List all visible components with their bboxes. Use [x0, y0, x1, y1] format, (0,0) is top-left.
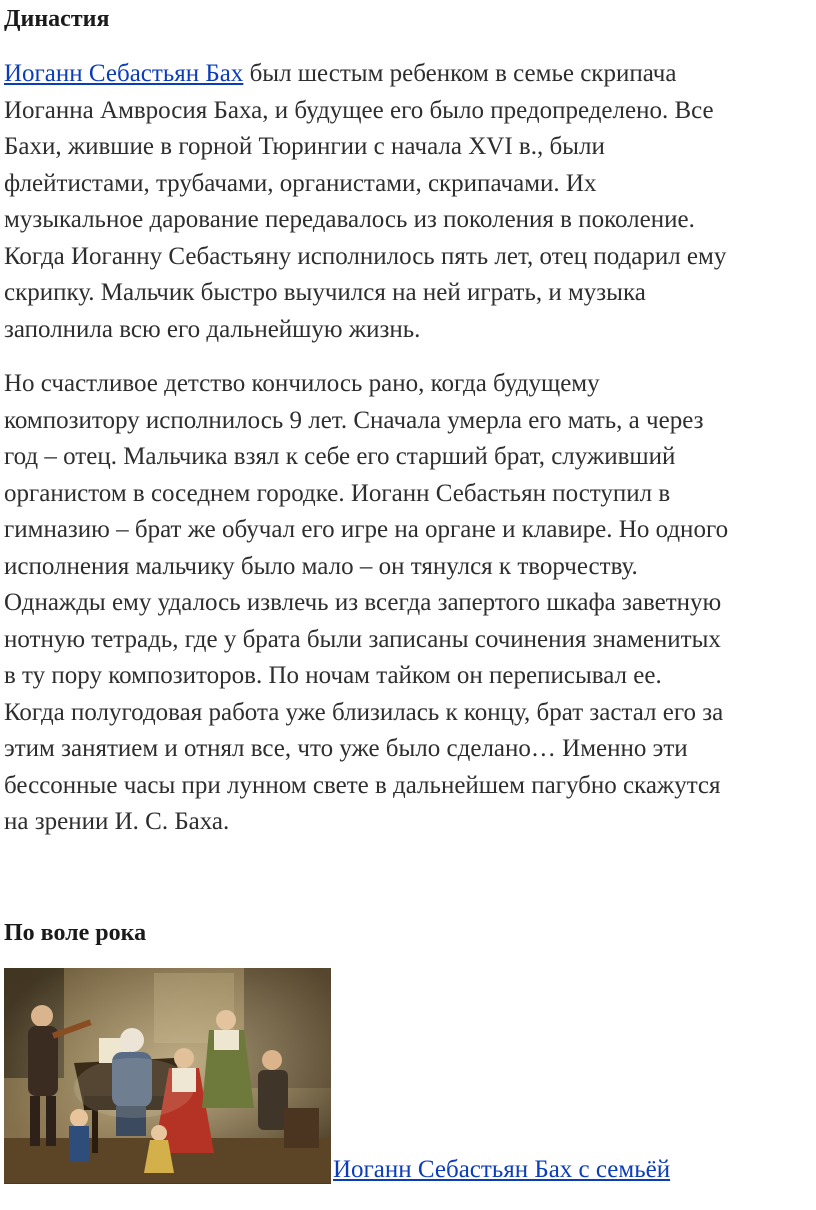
paragraph-line: в ту пору композиторов. По ночам тайком он переписывал ее.: [4, 662, 662, 689]
paragraph-line: флейтистами, трубачами, органистами, скрипачами. Их: [4, 169, 597, 197]
paragraph-line: органистом в соседнем городке. Иоганн Себастьян поступил в: [4, 479, 671, 507]
paragraph-line: музыкальное дарование передавалось из поколения в поколение.: [4, 206, 695, 233]
bach-link[interactable]: Иоганн Себастьян Бах: [4, 60, 244, 87]
paragraph-line: Бахи, жившие в горной Тюрингии с начала XVI в., были: [4, 133, 605, 160]
paragraph-line: Когда Иоганну Себастьяну исполнилось пять лет, отец подарил ему: [4, 242, 727, 270]
bach-family-link[interactable]: Иоганн Себастьян Бах с семьёй: [333, 1156, 671, 1183]
paragraph-line: нотную тетрадь, где у брата были записаны сочинения знаменитых: [4, 625, 721, 653]
paragraph-line: Но счастливое детство кончилось рано, когда будущему: [4, 370, 600, 397]
paragraph-line: Однажды ему удалось извлечь из всегда запертого шкафа заветную: [4, 589, 722, 616]
paragraph-line: год – отец. Мальчика взял к себе его старший брат, служивший: [4, 443, 676, 470]
paragraph-line: скрипку. Мальчик быстро выучился на ней играть, и музыка: [4, 279, 646, 306]
paragraph-childhood: [4, 366, 816, 841]
line-text: был шестым ребенком в семье скрипача: [243, 60, 677, 87]
paragraph-dynasty: [4, 56, 816, 348]
paragraph-line: [4, 56, 816, 93]
paragraph-line: Когда полугодовая работа уже близилась к концу, брат застал его за: [4, 698, 724, 726]
image-link-underline: [4, 1183, 331, 1184]
paragraph-line: композитору исполнилось 9 лет. Сначала умерла его мать, а через: [4, 406, 704, 434]
bach-family-painting[interactable]: [4, 968, 331, 1184]
paragraph-line: гимназию – брат же обучал его игре на органе и клавире. Но одного: [4, 516, 729, 543]
paragraph-line: исполнения мальчику было мало – он тянулся к творчеству.: [4, 552, 638, 580]
heading-by-fate: По воле рока: [4, 920, 147, 946]
paragraph-line: этим занятием и отнял все, что уже было сделано… Именно эти: [4, 735, 688, 762]
heading-dynasty: Династия: [4, 6, 110, 32]
painting-illustration: [4, 968, 331, 1184]
paragraph-line: заполнила всю его дальнейшую жизнь.: [4, 315, 421, 343]
paragraph-line: бессонные часы при лунном свете в дальнейшем пагубно скажутся: [4, 771, 721, 799]
caption: [333, 1152, 670, 1188]
paragraph-line: на зрении И. С. Баха.: [4, 808, 230, 835]
paragraph-line: Иоганна Амвросия Баха, и будущее его было предопределено. Все: [4, 96, 714, 124]
